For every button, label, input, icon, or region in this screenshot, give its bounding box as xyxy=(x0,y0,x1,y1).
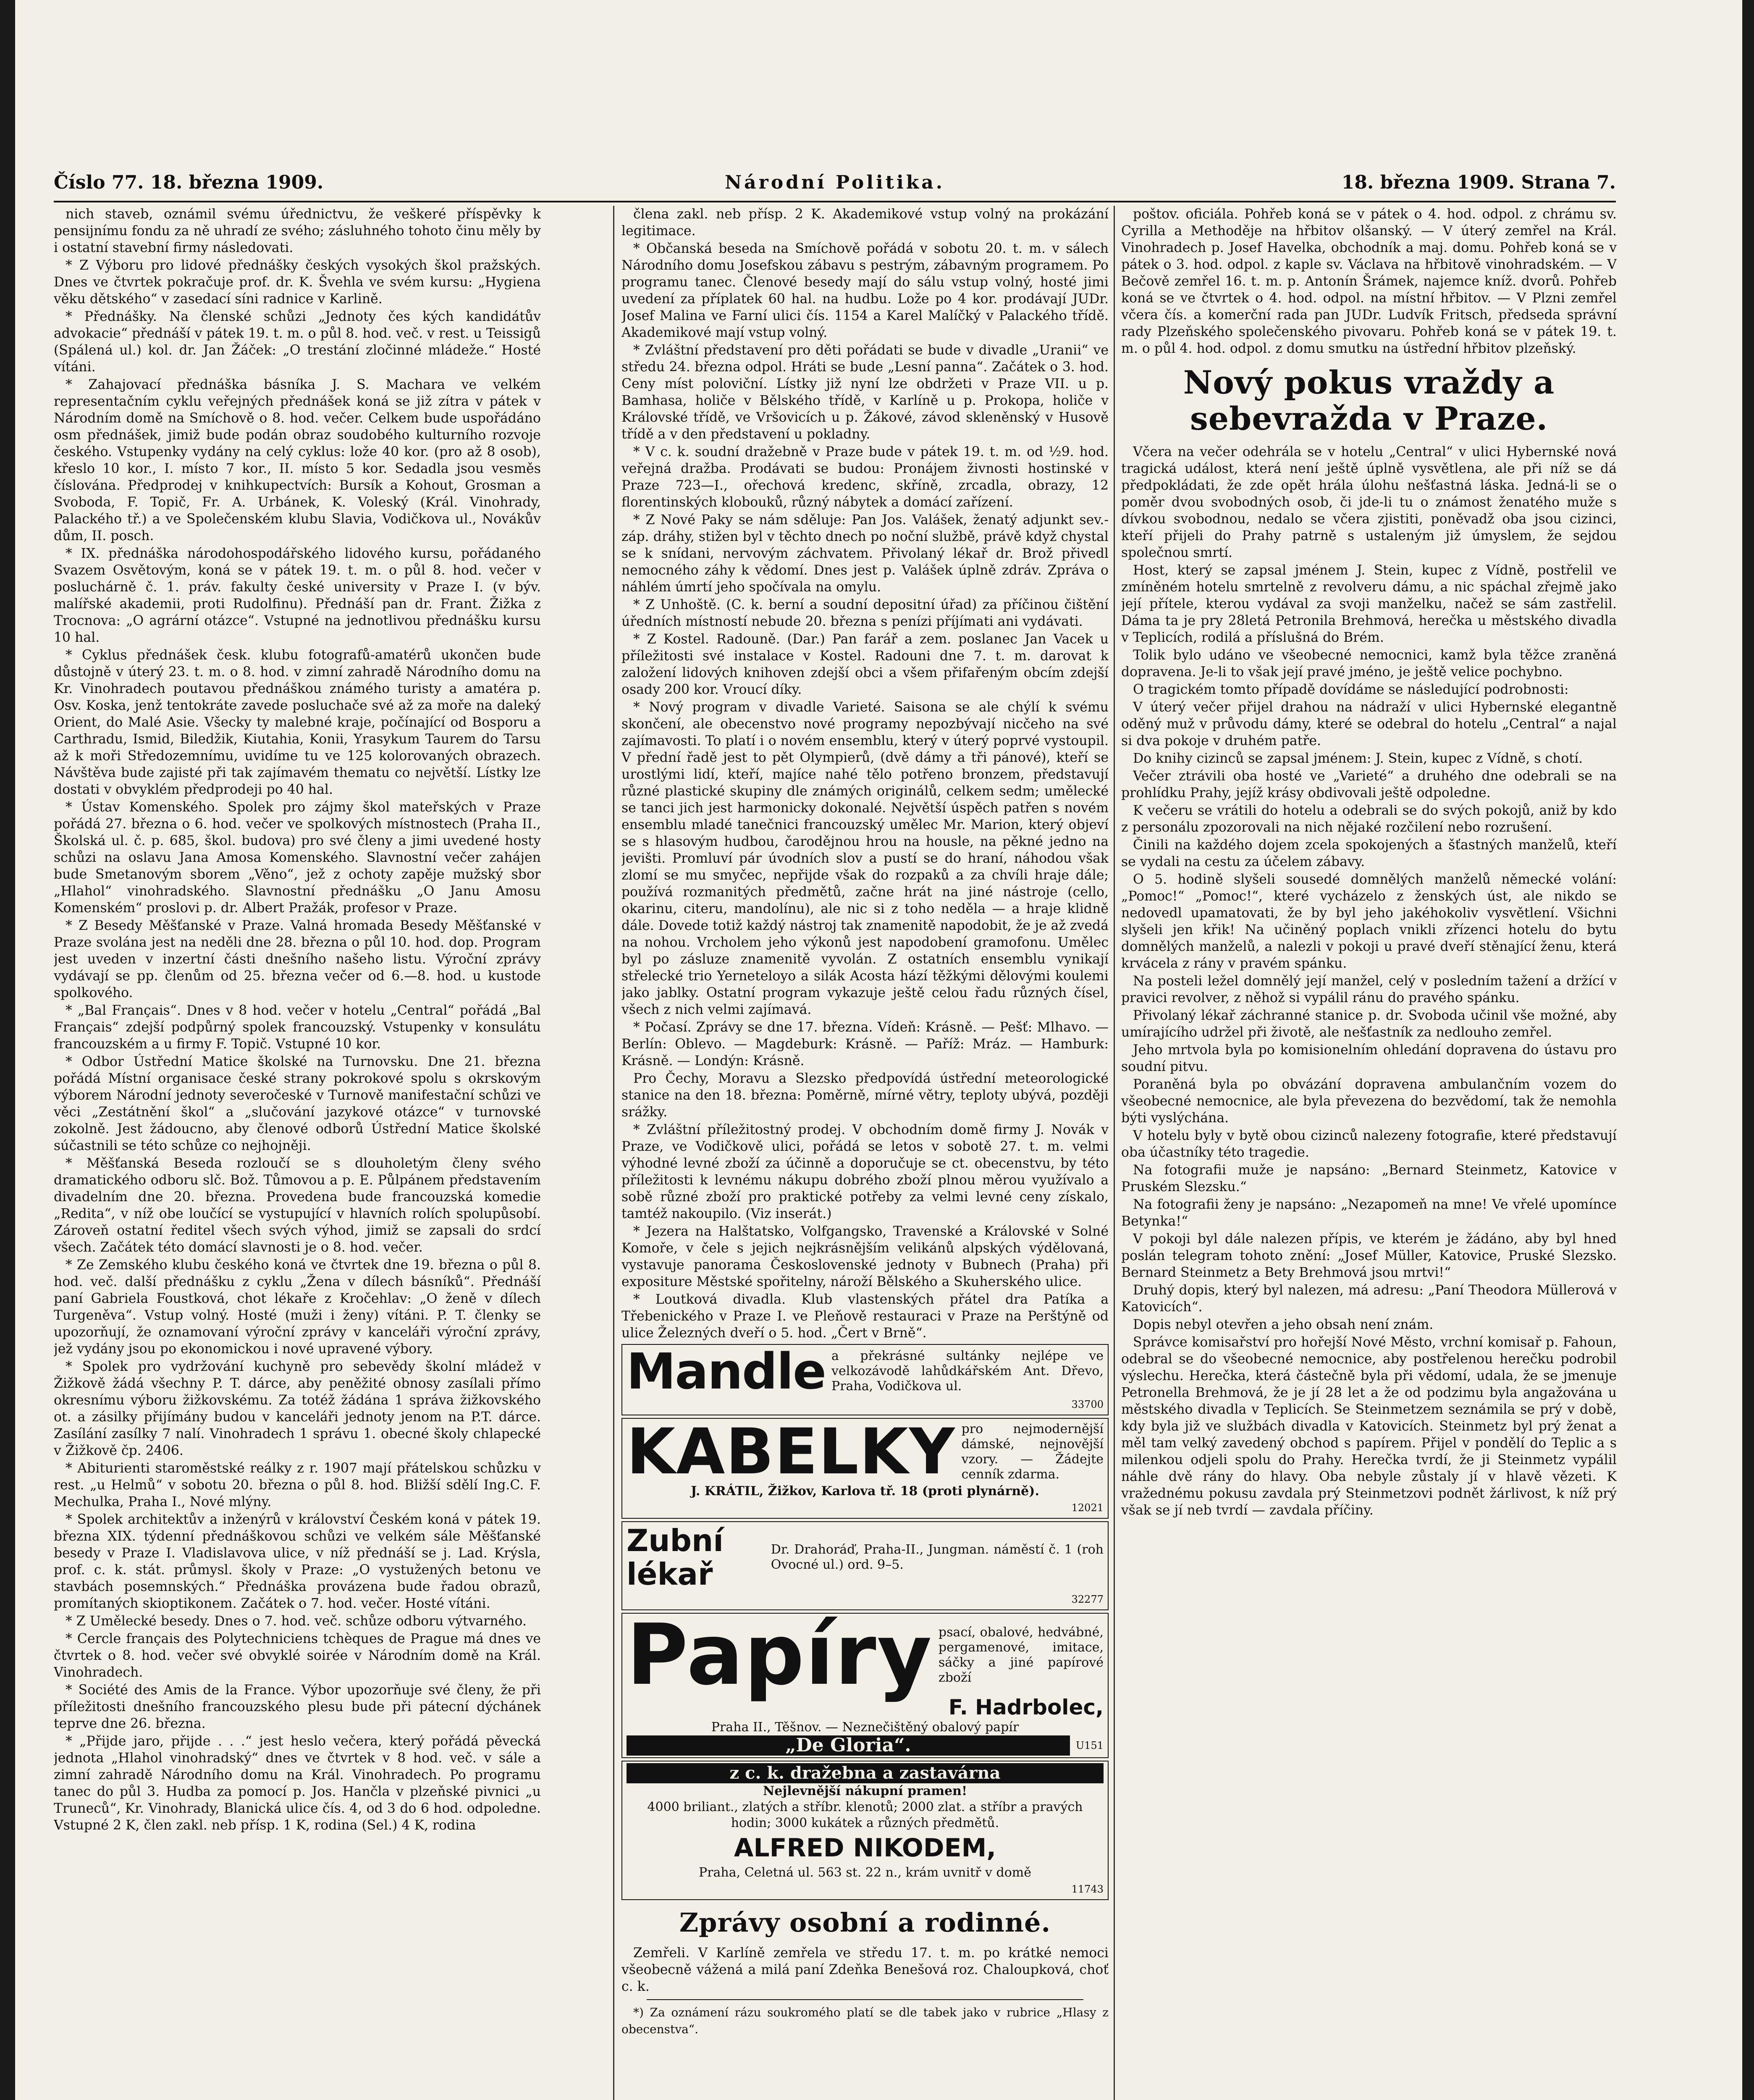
paragraph: V hotelu byly v bytě obou cizinců nalezeny fotografie, které představují oba účastníky této tragedie. xyxy=(1121,1128,1617,1160)
ad-papiry-brand: „De Gloria“. xyxy=(627,1735,1070,1756)
paragraph: * Přednášky. Na členské schůzi „Jednoty čes kých kandidátův advokacie“ přednáší v pátek 19. t. m. o půl 8. hod. več. v rest. u Teissigů (Spálená ul.) kol. dr. Jan Žáček: „O trestání zločinné mládeže.“ Hosté vítáni. xyxy=(54,309,541,375)
column-2 xyxy=(621,206,1109,2100)
paragraph: Do knihy cizinců se zapsal jménem: J. Stein, kupec z Vídně, s chotí. xyxy=(1133,751,1583,766)
ad-kabelky-text: pro nejmodernější dámské, nejnovější vzory. — Žádejte cenník zdarma. xyxy=(961,1422,1104,1482)
ad-drazebna-line1: Nejlevnější nákupní pramen! xyxy=(763,1784,967,1798)
paragraph: člena zakl. neb přísp. 2 K. Akademikové vstup volný na prokázání legitimace. xyxy=(621,207,1109,239)
paragraph: * Odbor Ústřední Matice školské na Turnovsku. Dne 21. března pořádá Místní organisace české strany pokrokové spolu s okrskovým výborem Národní jednoty severočeské v Turnově manifestační schůzi ve věci „Zestátnění škol“ a „slučování jazykové otázce“ v turnovské zokolně. Jest žádoucno, aby členové odborů Ústřední Matice školské súčastnili se této schůze co nejhojněji. xyxy=(54,1054,541,1153)
ad-zubni-title: Zubní lékař xyxy=(627,1523,724,1592)
paragraph: Poraněná byla po obvázání dopravena ambulančním vozem do všeobecné nemocnice, ale byla převezena do bezvědomí, tak že nemohla býti vyslýchána. xyxy=(1121,1077,1617,1126)
paragraph: K večeru se vrátili do hotelu a odebrali se do svých pokojů, aniž by kdo z personálu zpozorovali na nich nějaké rozčilení nebo rozrušení. xyxy=(1121,803,1617,835)
paragraph: Večer ztrávili oba hosté ve „Varieté“ a druhého dne odebrali se na prohlídku Prahy, jejíž krásy obdivovali ještě odpoledne. xyxy=(1121,769,1617,801)
column-2-articles xyxy=(621,206,1109,1341)
paragraph: O 5. hodině slyšeli sousedé domnělých manželů německé volání: „Pomoc!“ „Pomoc!“, které vycházelo z ženských úst, ale nikdo se nedovedl upamatovati, že by byl jeho jakéhokoliv vysvětlení. Všichni slyšeli jen křik! Na učiněný poplach vnikli zřízenci hotelu do bytu domnělých manželů, a nalezli v pokoji u pravé dveří stěnající ženu, která krvácela z rány v pravém spánku. xyxy=(1121,872,1617,971)
paragraph: * Z Kostel. Radouně. (Dar.) Pan farář a zem. poslanec Jan Vacek u příležitosti své instalace v Kostel. Radouni dne 7. t. m. darovat k založení lidových knihoven zdejší obci a všem přifařeným obcím zdejší osady 200 kor. Vroucí díky. xyxy=(621,632,1109,697)
paragraph: Dopis nebyl otevřen a jeho obsah není znám. xyxy=(1133,1317,1434,1332)
header-rule xyxy=(54,201,1616,202)
separator xyxy=(647,1999,1083,2000)
paragraph: * „Přijde jaro, přijde . . .“ jest heslo večera, který pořádá pěvecká jednota „Hlahol vinohradský“ dnes ve čtvrtek v 8 hod. več. v sále a zimní zahradě Národního domu na Král. Vinohradech. Po programu tanec do půl 3. Hudba za pomocí p. Jos. Hančla v plzeňské pivnici „u Truneců“, Kr. Vinohrady, Blanická ulice čís. 4, od 3 do 6 hod. odpoledne. Vstupné 2 K, člen zakl. neb přísp. 1 K, rodina (Sel.) 4 K, rodina xyxy=(54,1734,541,1833)
ad-papiry-text: psací, obalové, hedvábné, pergamenové, imitace, sáčky a jiné papírové zboží xyxy=(938,1625,1104,1685)
ad-kabelky-address: J. KRÁTIL, Žižkov, Karlova tř. 18 (proti plynárně). xyxy=(691,1484,1039,1499)
ad-drazebna-number: 11743 xyxy=(1071,1883,1104,1895)
paragraph: Druhý dopis, který byl nalezen, má adresu: „Paní Theodora Müllerová v Katovicích“. xyxy=(1121,1283,1617,1315)
paragraph: * Z Nové Paky se nám sděluje: Pan Jos. Valášek, ženatý adjunkt sev.-záp. dráhy, stižen byl v těchto dnech po noční službě, právě když chystal se k snídani, nervovým záchvatem. Přivolaný lékař dr. Brož přivedl nemocného záhy k vědomí. Dnes jest p. Valášek úplně zdráv. Zpráva o náhlém úmrtí jeho spočívala na omylu. xyxy=(621,512,1109,595)
ad-papiry-number: U151 xyxy=(1075,1740,1104,1751)
ad-mandle xyxy=(621,1344,1109,1415)
ad-zubni-lekar xyxy=(621,1521,1109,1610)
ad-kabelky-number: 12021 xyxy=(1071,1502,1104,1514)
scan-edge-right xyxy=(1742,0,1754,2100)
paragraph: * Z Umělecké besedy. Dnes o 7. hod. več. schůze odboru výtvarného. xyxy=(66,1614,527,1629)
ad-drazebna-title: z c. k. dražebna a zastavárna xyxy=(627,1763,1104,1783)
paragraph: * Jezera na Halštatsko, Volfgangsko, Travenské a Královské v Solné Komoře, v čele s jejich nejkrásnějším velikánů alpských výdělovaná, vystavuje panorama Československé jednoty v Bubnech (Praha) při expositure Městské spořitelny, nároží Bělského a Skuherského ulice. xyxy=(621,1224,1109,1289)
paragraph: * Z Výboru pro lidové přednášky českých vysokých škol pražských. Dnes ve čtvrtek pokračuje prof. dr. K. Švehla ve svém kursu: „Hygiena věku dětského“ v zasedací síni radnice v Karlině. xyxy=(54,258,541,307)
paragraph: V pokoji byl dále nalezen přípis, ve kterém je žádáno, aby byl hned poslán telegram tohoto znění: „Josef Müller, Katovice, Pruské Slezsko. Bernard Steinmetz a Bety Brehmová jsou mrtvi!“ xyxy=(1121,1231,1617,1280)
column-divider xyxy=(613,206,614,2100)
column-3 xyxy=(1121,206,1617,2100)
paragraph: * Cyklus přednášek česk. klubu fotografů-amatérů ukončen bude důstojně v úterý 23. t. m. o 8. hod. v zimní zahradě Národního domu na Kr. Vinohradech poutavou přednáškou známého turisty a amatéra p. Osv. Koska, jenž tentokráte zavede posluchače své až za moře na daleký Orient, do Malé Asie. Všecky ty malebné kraje, počínající od Bosporu a Carthradu, Ismid, Biledžik, Kiutahia, Konii, Yrasykum Taurem do Tarsu až k moři Středozemnímu, uvidíme tu ve 125 kolorovaných obrazech. Návštěva bude zajisté při tak zajímavém thematu co největší. Lístky lze dostati v obvyklém předprodeji po 40 hal. xyxy=(54,648,541,797)
paragraph: * Nový program v divadle Varieté. Saisona se ale chýlí k svému skončení, ale obecenstvo nové programy nepozbývají nicčeho na své zajímavosti. To platí i o novém ensemblu, který v úterý poprvé vystoupil. V přední řadě jest to pět Olympierů, (dvě dámy a tři pánové), kteří se urostlými lidí, kteří, majíce nahé tělo potřeno bronzem, představují různé plastické skupiny dle známých originálů, celkem sedm; umělecké se tanci jich jest harmonicky dokonalé. Největší úspěch patřen s novém ensemblu mladé tanečnici francouzský umělec Mr. Marion, který objeví se s hlasovým hudbou, čarodějnou hrou na housle, na pěkné jedno na jevišti. Promluví pár úvodních slov a pustí se do hraní, náhodou však zlomí se mu smyčec, nepřijde však do rozpaků a za chvíli hraje dále; používá rozmanitých předmětů, začne hrát na jiné nástroje (cello, okarinu, citeru, mandolínu), ale nic si z toho neděla — a hraje klidně dále. Dovede totiž každý nástroj tak znamenitě napodobit, že je až zvedá na nohou. Vrcholem jeho výkonů jest napodobení gramofonu. Umělec byl po zásluze znamenitě vyvolán. Z ostatních ensemblu vynikají střelecké trio Yerneteloyo a silák Acosta hází těžkými dělovými koulemi jako jablky. Ostatní program vykazuje ještě celou řadu různých čísel, všech z nich velmi zajímavá. xyxy=(621,700,1109,1017)
ad-zubni-text: Dr. Drahoráď, Praha-II., Jungman. náměstí č. 1 (roh Ovocné ul.) ord. 9–5. xyxy=(771,1542,1104,1572)
paragraph: * Cercle français des Polytechniciens tchèques de Prague má dnes ve čtvrtek o 8. hod. večer své obvyklé soirée v Národním domě na Král. Vinohradech. xyxy=(54,1631,541,1680)
paragraph: * Abiturienti staroměstské reálky z r. 1907 mají přátelskou schůzku v rest. „u Helmů“ v sobotu 20. března o půl 8. hod. Bližší sdělí Ing.C. F. Mechulka, Praha I., Nové mlýny. xyxy=(54,1461,541,1509)
ad-kabelky xyxy=(621,1415,1109,1519)
ad-papiry xyxy=(621,1606,1109,1758)
paragraph: * Loutková divadla. Klub vlastenských přátel dra Patíka a Třebenického v Praze I. ve Pleňově restauraci v Praze na Perštýně od ulice Železných dveří o 5. hod. „Čert v Brně“. xyxy=(621,1292,1109,1341)
paragraph: * Měšťanská Beseda rozloučí se s dlouholetým členy svého dramatického odboru slč. Bož. Tůmovou a p. E. Půlpánem představením divadelním dne 20. března. Provedena bude francouzská komedie „Redita“, v níž obe loučící se vystupující v hlavních rolích spolupůsobí. Zároveň ostatní ředitel všech svých výhod, jimiž se zapsali do srdcí všech. Začátek této domácí slavnosti je o 8. hod. večer. xyxy=(54,1156,541,1255)
obituary-text: Zemřeli. V Karlíně zemřela ve středu 17. t. m. po krátké nemoci všeobecně vážená a milá paní Zdeňka Benešová roz. Chaloupková, choť c. k. xyxy=(621,1945,1109,1994)
obituaries-continued xyxy=(1121,206,1617,357)
paragraph: Činili na každého dojem zcela spokojených a šťastných manželů, kteří se vydali na cestu za účelem zábavy. xyxy=(1121,837,1617,869)
header-left: Číslo 77. 18. března 1909. xyxy=(54,172,324,193)
paragraph: * Spolek architektův a inženýrů v království Českém koná v pátek 19. března XIX. týdenní přednáškovou schůzi ve velkém sále Měšťanské besedy v Praze I. Vladislavova ulice, v níž přednáší se j. Lad. Krýsla, prof. c. k. stát. průmysl. školy v Praze: „O vystužených betonu ve stavbách posemnských.“ Přednáška provázena bude řadou obrazů, promítaných skioptikonem. Začátek o 7. hod. večer. Hosté vítáni. xyxy=(54,1512,541,1611)
ad-papiry-address: Praha II., Těšnov. — Neznečištěný obalový papír xyxy=(711,1720,1019,1735)
paragraph: * Počasí. Zprávy se dne 17. března. Vídeň: Krásně. — Pešť: Mlhavo. — Berlín: Oblevo. — Magdeburk: Krásně. — Paříž: Mráz. — Hamburk: Krásně. — Londýn: Krásně. xyxy=(621,1020,1109,1068)
paragraph: * Spolek pro vydržování kuchyně pro sebevědy školní mládež v Žižkově žádá všechny P. T. dárce, aby peněžité obnosy zasílali přímo okresnímu výboru žižkovskému. Za totéž žádána 1 správa žižkovského ot. a zásilky přijímány budou v kanceláři jednoty jenom na P.T. dárce. Zasílání zasílky 7 nalí. Vinohradech 1 správu 1. obecné školy chlapecké v Žižkově čp. 2406. xyxy=(54,1359,541,1458)
paragraph: Na fotografii muže je napsáno: „Bernard Steinmetz, Katovice v Pruském Slezsku.“ xyxy=(1121,1163,1617,1194)
paragraph: Pro Čechy, Moravu a Slezsko předpovídá ústřední meteorologické stanice na den 18. března: Poměrně, mírné větry, teploty ubývá, později srážky. xyxy=(621,1071,1109,1120)
header-right: 18. března 1909. Strana 7. xyxy=(1341,172,1616,193)
paragraph: Na fotografii ženy je napsáno: „Nezapomeň na mne! Ve vřelé upomínce Betynka!“ xyxy=(1121,1197,1617,1229)
ad-mandle-title: Mandle xyxy=(627,1342,826,1400)
scan-edge-left xyxy=(0,0,15,2100)
paragraph: Na posteli ležel domnělý její manžel, celý v posledním tažení a držící v pravici revolver, z něhož si vypálil ránu do pravého spánku. xyxy=(1121,974,1617,1005)
ad-zubni-number: 32277 xyxy=(1071,1593,1104,1605)
paragraph: * Ze Zemského klubu českého koná ve čtvrtek dne 19. března o půl 8. hod. več. další přednášku z cyklu „Žena v dílech básníků“. Přednáší paní Gabriela Foustková, chot lékaře z Kročehlav: „O ženě v dílech Turgeněva“. Vstup volný. Hosté (muži i ženy) vítáni. P. T. členky se upozorňují, že oznamovaní výroční zprávy v kanceláři výroční zprávy, jež vydány jsou po ekonomickou i nové upravené výbory. xyxy=(54,1257,541,1357)
paragraph: * Société des Amis de la France. Výbor upozorňuje své členy, že při příležitosti dnešního francouzského plesu bude při pátecní dýchánek teprve dne 26. března. xyxy=(54,1683,541,1731)
paragraph: Správce komisařství pro hořejší Nové Město, vrchní komisař p. Fahoun, odebral se do všeobecné nemocnice, aby postřelenou herečku podrobil výslechu. Herečka, která částečně byla při vědomí, udala, že se jmenuje Petronella Brehmová, že je jí 28 let a že od podzimu byla angažována u městského divadla v Teplicích. Se Steinmetzem seznámila se prý v době, kdy byla již ve službách divadla v Katovicích. Steinmetz byl prý ženat a měl tam velký zavedený obchod s papírem. Přijel v pondělí do Teplic a s milenkou odjeli spolu do Prahy. Herečka tvrdí, že ji Steinmetz vypálil náhle dvě rány do hlavy. Oba nebyle zůstaly jí v hlavě vězeti. K vražednému pokusu zavdala prý Steinmetzovi podnět žárlivost, k níž prý však se jí neb tvrdí — zavdala příčiny. xyxy=(1121,1335,1617,1518)
column-divider xyxy=(1114,206,1115,2100)
paragraph: V úterý večer přijel drahou na nádraží v ulici Hybernské elegantně oděný muž v průvodu dámy, které se odebral do hotelu „Central“ a najal si dva pokoje v druhém patře. xyxy=(1121,700,1617,748)
paragraph: * „Bal Français“. Dnes v 8 hod. večer v hotelu „Central“ pořádá „Bal Français“ zdejší podpůrný spolek francouzský. Vstupenky v konsulátu francouzském a u firmy F. Topič. Vstupné 10 kor. xyxy=(54,1003,541,1052)
paragraph: Tolik bylo udáno ve všeobecné nemocnici, kamž byla těžce zraněná dopravena. Je-li to však její pravé jméno, je ještě velice pochybno. xyxy=(1121,648,1617,680)
paragraph: Včera na večer odehrála se v hotelu „Central“ v ulici Hybernské nová tragická událost, která není ještě úplně vysvětlena, ale při níž se dá předpokládati, že zde opět hrála úlohu nešťastná láska. Jedná-li se o poměr dvou svobodných osob, či jde-li tu o známost ženatého muže s dívkou svobodnou, nedalo se včera zjistiti, poněvadž oba jsou cizinci, kteří přijeli do Prahy patrně s ustaleným již úmyslem, že sejdou společnou smrtí. xyxy=(1121,444,1617,560)
paragraph: poštov. oficiála. Pohřeb koná se v pátek o 4. hod. odpol. z chrámu sv. Cyrilla a Methoděje na hřbitov olšanský. — V úterý zemřel na Král. Vinohradech p. Josef Havelka, obchodník a maj. domu. Pohřeb koná se v pátek o 3. hod. odpol. z kaple sv. Václava na hřbitově vinohradském. — V Bečově zemřel 16. t. m. p. Antonín Šrámek, najemce kníž. dvorů. Pohřeb koná se ve čtvrtek o 4. hod. odpol. na místní hřbitov. — V Plzni zemřel včera čís. a komerční rada pan JUDr. Ludvík Fritsch, předseda správní rady Plzeňského společenského pivovaru. Pohřeb koná se v pátek 19. t. m. o půl 4. hod. odpol. z domu smutku na ústřední hřbitov plzeňský. xyxy=(1121,207,1617,356)
paragraph: * Ústav Komenského. Spolek pro zájmy škol mateřských v Praze pořádá 27. března o 6. hod. večer ve spolkových místnostech (Praha II., Školská ul. č. p. 685, škol. budova) pro své členy a jimi uvedené hosty schůzi na oslavu Jana Amosa Komenského. Slavnostní večer zahájen bude Smetanovým sborem „Věno“, jež z ochoty zapěje mužský sbor „Hlahol“ vinohradského. Slavnostní přednášku „O Janu Amosu Komenském“ proslovi p. dr. Albert Pražák, profesor v Praze. xyxy=(54,800,541,916)
paragraph: * Z Besedy Měšťanské v Praze. Valná hromada Besedy Měšťanské v Praze svolána jest na neděli dne 28. března o půl 10. hod. dop. Program jest uveden v inzertní části dnešního našeho listu. Výroční zprávy vydávají se pp. členům od 25. března večer od 6.—8. hod. u kustode spolkového. xyxy=(54,918,541,1000)
paragraph: * Zvláštní příležitostný prodej. V obchodním domě firmy J. Novák v Praze, ve Vodičkově ulici, pořádá se letos v sobotě 27. t. m. velmi výhodné levné zboží za účinně a doporučuje se ct. obecenstvu, by této příležitosti k levnému nákupu dobrého zboží plnou měrou využívalo a sobě různé zboží pro praktické potřeby za velmi levné ceny získalo, tamtéž nakoupilo. (Viz inserát.) xyxy=(621,1122,1109,1221)
paragraph: * Zvláštní představení pro děti pořádati se bude v divadle „Uranii“ ve středu 24. března odpol. Hráti se bude „Lesní panna“. Začátek o 3. hod. Ceny míst poloviční. Lístky již nyní lze obdržeti v Praze VII. u p. Bamhasa, holiče v Bělského třídě, v Karlíně u p. Prokopa, holiče v Královské třídě, ve Vršovicích u p. Žákové, závod skleněnský v Husově třídě a v den představení u pokladny. xyxy=(621,343,1109,442)
paragraph: Host, který se zapsal jménem J. Stein, kupec z Vídně, postřelil ve zmíněném hotelu smrtelně z revolveru dámu, a nic spáchal zřejmě jako její přítele, kterou vydával za svoji manželku, načež se sám zastřelil. Dáma ta je pry 28letá Petronila Brehmová, herečka u městského divadla v Teplicích, rodilá a příslušná do Brém. xyxy=(1121,563,1617,645)
ad-drazebna-line2: 4000 briliant., zlatých a stříbr. klenotů; 2000 zlat. a stříbr a pravých hodin; 3000 kukátek a různých předmětů. xyxy=(647,1800,1083,1830)
paragraph: * V c. k. soudní dražebně v Praze bude v pátek 19. t. m. od ½9. hod. veřejná dražba. Prodávati se budou: Pronájem živnosti hostinské v Praze 723—I., ořechová kredenc, skříně, zrcadla, obrazy, 12 florentinských klobouků, různý nábytek a domácí zařízení. xyxy=(621,444,1109,510)
column-1 xyxy=(54,206,541,2100)
page-header xyxy=(54,168,1616,197)
ad-drazebna xyxy=(621,1761,1109,1900)
article-body xyxy=(1121,444,1617,1519)
paragraph: * Z Unhoště. (C. k. berní a soudní depositní úřad) za příčinou čištění úředních místností nebude 20. března s penízi příjímati ani vydávati. xyxy=(621,597,1109,629)
ad-mandle-text: a překrásné sultánky nejlépe ve velkozávodě lahůdkářském Ant. Dřevo, Praha, Vodičkova ul. xyxy=(831,1349,1104,1394)
paragraph: Přivolaný lékař záchranné stanice p. dr. Svoboda učinil vše možné, aby umírajícího udržel při životě, ale nešťastník za nedlouho zemřel. xyxy=(1121,1008,1617,1040)
section-title-zpravy: Zprávy osobní a rodinné. xyxy=(679,1907,1051,1938)
ad-papiry-title: Papíry xyxy=(627,1606,933,1704)
paragraph: * IX. přednáška národohospodářského lidového kursu, pořádaného Svazem Osvětovým, koná se v pátek 19. t. m. o půl 8. hod. večer v posluchárně č. 1. práv. fakulty české university v Praze I. (v býv. malířské akademii, proti Rudolfinu). Přednáší pan dr. Frant. Žižka z Trocnova: „O agrární otázce“. Vstupné na jednotlivou přednášku kursu 10 hal. xyxy=(54,546,541,645)
paragraph: Jeho mrtvola byla po komisionelním ohledání dopravena do ústavu pro soudní pitvu. xyxy=(1121,1042,1617,1074)
masthead-title: Národní Politika. xyxy=(724,172,945,193)
ad-papiry-name: F. Hadrbolec, xyxy=(948,1695,1104,1719)
article-headline: Nový pokus vraždy a sebevražda v Praze. xyxy=(1183,364,1555,437)
paragraph: O tragickém tomto případě dovídáme se následující podrobnosti: xyxy=(1133,682,1569,697)
ad-kabelky-title: KABELKY xyxy=(627,1415,956,1488)
ad-mandle-number: 33700 xyxy=(1071,1399,1104,1410)
paragraph: * Zahajovací přednáška básníka J. S. Machara ve velkém representačním cyklu veřejných přednášek koná se již zítra v pátek v Národním domě na Smíchově o 8. hod. večer. Celkem bude uspořádáno osm přednášek, jimiž bude podán obraz soudobého kulturního rozvoje českého. Vstupenky vydány na celý cyklus: lože 40 kor. (pro až 8 osob), křeslo 10 kor., I. místo 7 kor., II. místo 5 kor. Sedadla jsou vesměs číslována. Předprodej v knihkupectvích: Bursík a Kohout, Grosman a Svoboda, F. Topič, Fr. A. Urbánek, K. Voleský (Král. Vinohrady, Palackého tř.) a ve Společenském klubu Slavia, Vodičkova ul., Novákův dům, II. posch. xyxy=(54,377,541,543)
footnote: *) Za oznámení rázu soukromého platí se dle tabek jako v rubrice „Hlasy z obecenstva“. xyxy=(621,2006,1109,2036)
paragraph: nich staveb, oznámil svému úřednictvu, že veškeré příspěvky k pensijnímu fondu za ně uhradí ze svého; zásluhného tohoto činu měly by i ostatní stavební firmy následovati. xyxy=(54,207,541,255)
ad-drazebna-address: Praha, Celetná ul. 563 st. 22 n., krám uvnitř v domě xyxy=(699,1865,1031,1880)
paragraph: * Občanská beseda na Smíchově pořádá v sobotu 20. t. m. v sálech Národního domu Josefskou zábavu s pestrým, zábavným programem. Po programu tanec. Členové besedy mají do sálu vstup volný, hosté jimi uvedení za příplatek 60 hal. na hudbu. Lože po 4 kor. prodávají JUDr. Josef Malina ve Farní ulici čís. 1154 a Karel Malíčký v Palackého třídě. Akademikové mají vstup volný. xyxy=(621,241,1109,340)
ad-drazebna-name: ALFRED NIKODEM, xyxy=(734,1833,996,1863)
